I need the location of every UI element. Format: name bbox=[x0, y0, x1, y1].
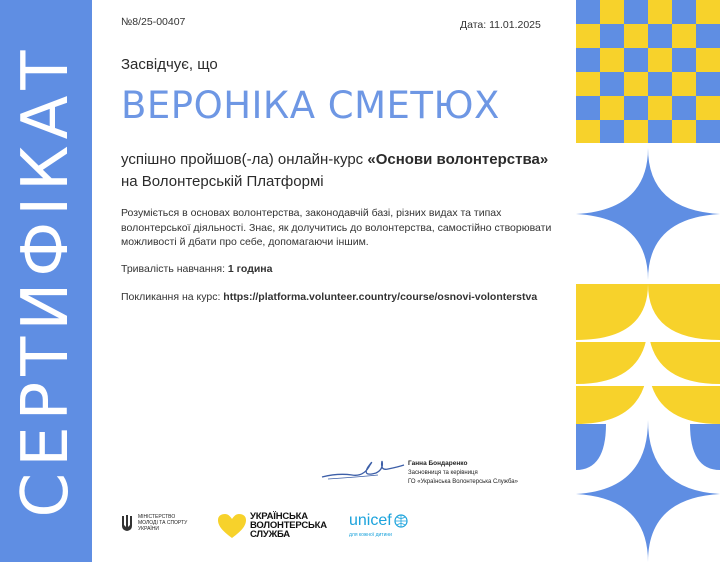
unicef-text: unicef bbox=[349, 512, 392, 529]
unicef-logo bbox=[349, 512, 408, 538]
uvs-text: УКРАЇНСЬКА ВОЛОНТЕРСЬКА СЛУЖБА bbox=[250, 511, 327, 540]
link-label: Покликання на курс: bbox=[121, 291, 221, 303]
attest-text: Засвідчує, що bbox=[121, 56, 218, 73]
ministry-text: МІНІСТЕРСТВО МОЛОДІ ТА СПОРТУ УКРАЇНИ bbox=[138, 514, 188, 532]
course-statement bbox=[121, 149, 551, 193]
vertical-title: СЕРТИФІКАТ bbox=[9, 44, 83, 518]
signature bbox=[318, 455, 408, 485]
signer-name: Ганна Бондаренко bbox=[408, 460, 468, 467]
link-url[interactable]: https://platforma.volunteer.country/course/osnovi-volonterstva bbox=[223, 291, 538, 303]
course-link bbox=[121, 290, 551, 305]
trident-icon bbox=[121, 514, 133, 532]
left-band bbox=[0, 0, 92, 562]
recipient-name: ВЕРОНІКА СМЕТЮХ bbox=[121, 84, 500, 127]
signer-block bbox=[408, 459, 518, 488]
course-description: Розуміється в основах волонтерства, законодавчій базі, різних видах та типах волонтерської діяльності. Знає, як долучитись до волонтерства, самостійно створювати можливості й дбати про себе, допомагаючи іншим. bbox=[121, 207, 552, 248]
unicef-tagline: для кожної дитини bbox=[349, 532, 392, 538]
course-suffix: на Волонтерській Платформі bbox=[121, 173, 324, 190]
duration-value: 1 година bbox=[227, 263, 273, 275]
certificate-date: Дата: 11.01.2025 bbox=[460, 19, 541, 31]
heart-icon bbox=[217, 513, 247, 539]
signer-position: Засновниця та керівниця bbox=[408, 469, 478, 476]
ministry-logo bbox=[121, 514, 193, 532]
course-duration bbox=[121, 263, 273, 275]
signer-organization: ГО «Українська Волонтерська Служба» bbox=[408, 479, 518, 485]
uvs-logo bbox=[217, 512, 340, 539]
partner-logos bbox=[121, 510, 561, 546]
unicef-wordmark bbox=[349, 512, 408, 530]
decorative-pattern bbox=[576, 0, 720, 562]
certificate-number: №8/25-00407 bbox=[121, 16, 186, 28]
globe-icon bbox=[394, 514, 408, 528]
course-name: «Основи волонтерства» bbox=[367, 151, 549, 168]
course-prefix: успішно пройшов(-ла) онлайн-курс bbox=[121, 151, 364, 168]
duration-label: Тривалість навчання: bbox=[121, 263, 225, 275]
